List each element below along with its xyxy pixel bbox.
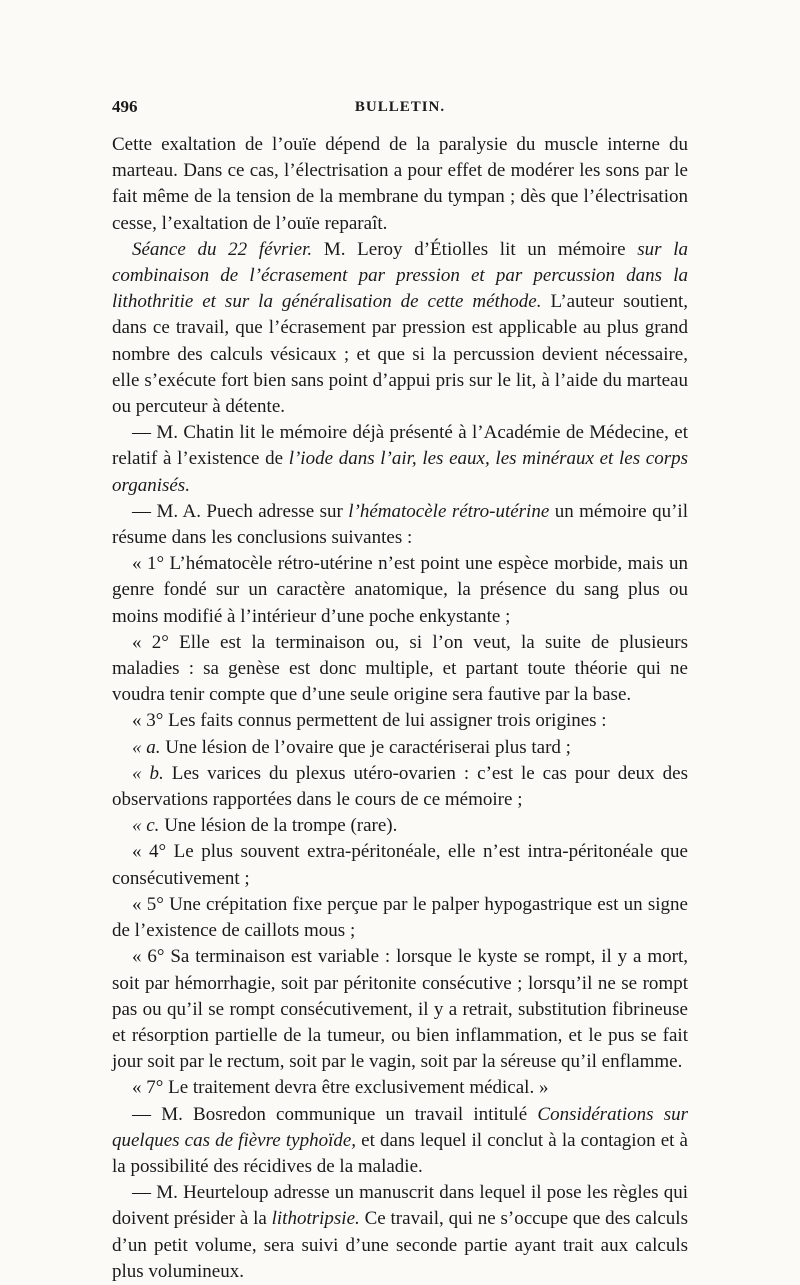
conclusion-3a: « a. Une lésion de l’ovaire que je caractériserai plus tard ; (132, 736, 571, 758)
memoir-title: l’hématocèle rétro-utérine (348, 500, 550, 522)
body-text (112, 132, 688, 1285)
conclusion-5: « 5° Une crépitation fixe perçue par le palper hypogastrique est un signe de l’existence de caillots mous ; (112, 893, 688, 942)
conclusion-3: « 3° Les faits connus permettent de lui assigner trois origines : (132, 710, 607, 732)
memoir-title: lithotripsie. (271, 1208, 360, 1230)
paragraph-hearing: Cette exaltation de l’ouïe dépend de la paralysie du muscle interne du marteau. Dans ce cas, l’électrisation a pour effet de modérer les sons par le fait même de la tension de la membrane du tympan ; dès que l’électrisation cesse, l’exaltation de l’ouïe reparaît. (112, 134, 688, 234)
memoir-title: sur la combinaison de l’écrasement par pression et par percussion dans la lithothritie et sur la généralisation de cette méthode. (112, 238, 688, 313)
conclusion-6: « 6° Sa terminaison est variable : lorsque le kyste se rompt, il y a mort, soit par hémorrhagie, soit par péritonite consécutive ; lorsqu’il ne se rompt pas ou qu’il se rompt consécutivement, il y a retrait, substitution fibrineuse et résorption partielle de la tumeur, ou bien inflammation, et le pus se fait jour soit par le rectum, soit par le vagin, soit par la séreuse qu’il enflamme. (112, 946, 688, 1073)
conclusion-4: « 4° Le plus souvent extra-péritonéale, elle n’est intra-péritonéale que consécutivement ; (112, 841, 688, 889)
paragraph-heurteloup: — M. Heurteloup adresse un manuscrit dans lequel il pose les règles qui doivent présider à la lithotripsie. Ce travail, qui ne s’occupe que des calculs d’un petit volume, sera suivi d’une seconde partie ayant trait aux calculs plus volumineux. (112, 1182, 688, 1282)
paragraph-puech: — M. A. Puech adresse sur l’hématocèle rétro-utérine un mémoire qu’il résume dans les conclusions suivantes : (112, 500, 688, 549)
conclusion-7: « 7° Le traitement devra être exclusivement médical. » (132, 1077, 549, 1099)
running-title: BULLETIN. (354, 99, 446, 115)
conclusion-3c: « c. Une lésion de la trompe (rare). (132, 815, 398, 837)
conclusion-3b: « b. Les varices du plexus utéro-ovarien : c’est le cas pour deux des observations rapportées dans le cours de ce mémoire ; (112, 762, 689, 811)
paragraph-leroy: Séance du 22 février. M. Leroy d’Étiolles lit un mémoire sur la combinaison de l’écrasement par pression et par percussion dans la lithothritie et sur la généralisation de cette méthode. L’auteur soutient, dans ce travail, que l’écrasement par pression est applicable au plus grand nombre des calculs vésicaux ; et que si la percussion devient nécessaire, elle s’exécute fort bien sans point d’appui pris sur le lit, à l’aide du marteau ou percuteur à détente. (112, 238, 689, 418)
paragraph-bosredon: — M. Bosredon communique un travail intitulé Considérations sur quelques cas de fièvre typhoïde, et dans lequel il conclut à la contagion et à la possibilité des récidives de la maladie. (112, 1103, 688, 1177)
page-number: 496 (112, 97, 138, 116)
page-header (112, 97, 688, 121)
memoir-title: l’iode dans l’air, les eaux, les minéraux et les corps organisés. (112, 448, 689, 496)
conclusion-1: « 1° L’hématocèle rétro-utérine n’est point une espèce morbide, mais un genre fondé sur un caractère anatomique, la présence du sang plus ou moins modifié à l’intérieur d’une poche enkystante ; (112, 553, 688, 627)
session-date: Séance du 22 février. (132, 238, 313, 260)
conclusion-2: « 2° Elle est la terminaison ou, si l’on veut, la suite de plusieurs maladies : sa genèse est donc multiple, et partant toute théorie qui ne voudra tenir compte que d’une seule origine sera fautive par la base. (112, 631, 688, 706)
memoir-title: Considérations sur quelques cas de fièvre typhoïde, (112, 1103, 688, 1151)
paragraph-chatin: — M. Chatin lit le mémoire déjà présenté à l’Académie de Médecine, et relatif à l’existence de l’iode dans l’air, les eaux, les minéraux et les corps organisés. (112, 422, 689, 496)
